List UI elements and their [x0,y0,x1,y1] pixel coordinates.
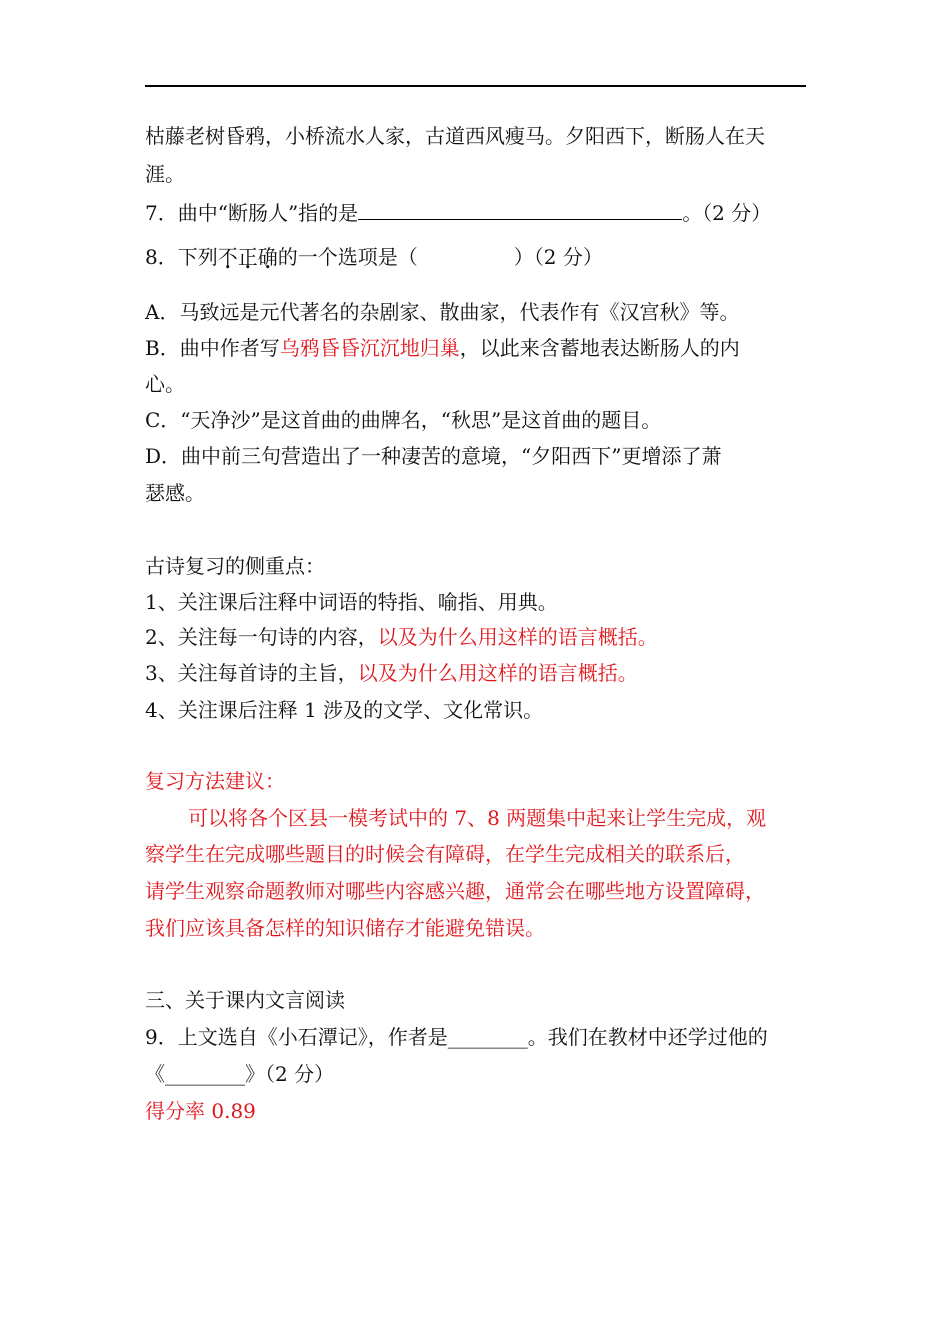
method-title: 复习方法建议： [145,769,285,793]
question-8 [145,245,603,269]
focus-item-3 [145,661,638,685]
q9-close-bracket: 》（2 分） [245,1062,335,1086]
q8-emphasis-char-1: 不 [217,245,238,269]
option-d-line-2: 瑟感。 [145,481,205,505]
q7-answer-blank[interactable] [358,199,682,220]
q9-suffix: 。我们在教材中还学过他的 [527,1025,768,1049]
option-b-prefix: B．曲中作者写 [145,336,280,360]
q8-prefix: 8．下列 [145,245,218,269]
focus-item-3-highlight: 以及为什么用这样的语言概括。 [357,661,638,685]
option-b-suffix: ，以此来含蓄地表达断肠人的内 [459,336,740,360]
q8-emphasis-char-3: 确 [257,245,278,269]
q7-suffix: 。（2 分） [682,201,772,225]
poem-line-1: 枯藤老树昏鸦，小桥流水人家，古道西风瘦马。夕阳西下，断肠人在天 [145,124,765,148]
q9-open-bracket: 《 [145,1062,165,1086]
score-rate: 得分率 0.89 [145,1099,256,1123]
poem-line-2: 涯。 [145,162,185,186]
method-line-3: 请学生观察命题教师对哪些内容感兴趣，通常会在哪些地方设置障碍， [145,879,765,903]
focus-item-3-text: 3、关注每首诗的主旨， [145,661,358,685]
focus-item-1: 1、关注课后注释中词语的特指、喻指、用典。 [145,590,558,614]
question-9-line-1 [145,1025,768,1049]
header-rule [145,85,806,87]
focus-item-2-text: 2、关注每一句诗的内容， [145,625,378,649]
method-line-4: 我们应该具备怎样的知识储存才能避免错误。 [145,916,545,940]
option-a: A．马致远是元代著名的杂剧家、散曲家，代表作有《汉宫秋》等。 [145,300,740,324]
option-b-highlight: 乌鸦昏昏沉沉地归巢 [279,336,460,360]
option-c: C．“天净沙”是这首曲的曲牌名，“秋思”是这首曲的题目。 [145,408,662,432]
option-b [145,336,740,360]
method-line-2: 察学生在完成哪些题目的时候会有障碍，在学生完成相关的联系后， [145,842,745,866]
q9-author-blank[interactable]: ________ [447,1025,528,1049]
question-9-line-2 [145,1062,334,1086]
focus-item-2 [145,625,658,649]
focus-item-4: 4、关注课后注释 1 涉及的文学、文化常识。 [145,698,544,722]
q8-middle: 的一个选项是（ [277,245,418,269]
q8-suffix: ）（2 分） [513,245,603,269]
q7-prefix: 7．曲中“断肠人”指的是 [145,201,359,225]
option-d-line-1: D．曲中前三句营造出了一种凄苦的意境，“夕阳西下”更增添了萧 [145,444,722,468]
q8-emphasis-char-2: 正 [237,245,258,269]
section-3-title: 三、关于课内文言阅读 [145,988,345,1012]
option-b-line-2: 心。 [145,372,185,396]
focus-item-2-highlight: 以及为什么用这样的语言概括。 [377,625,658,649]
method-line-1: 可以将各个区县一模考试中的 7、8 两题集中起来让学生完成，观 [188,806,767,830]
q9-prefix: 9．上文选自《小石潭记》，作者是 [145,1025,448,1049]
question-7 [145,199,771,225]
q9-work-blank[interactable]: ________ [165,1062,245,1086]
focus-title: 古诗复习的侧重点： [145,554,325,578]
